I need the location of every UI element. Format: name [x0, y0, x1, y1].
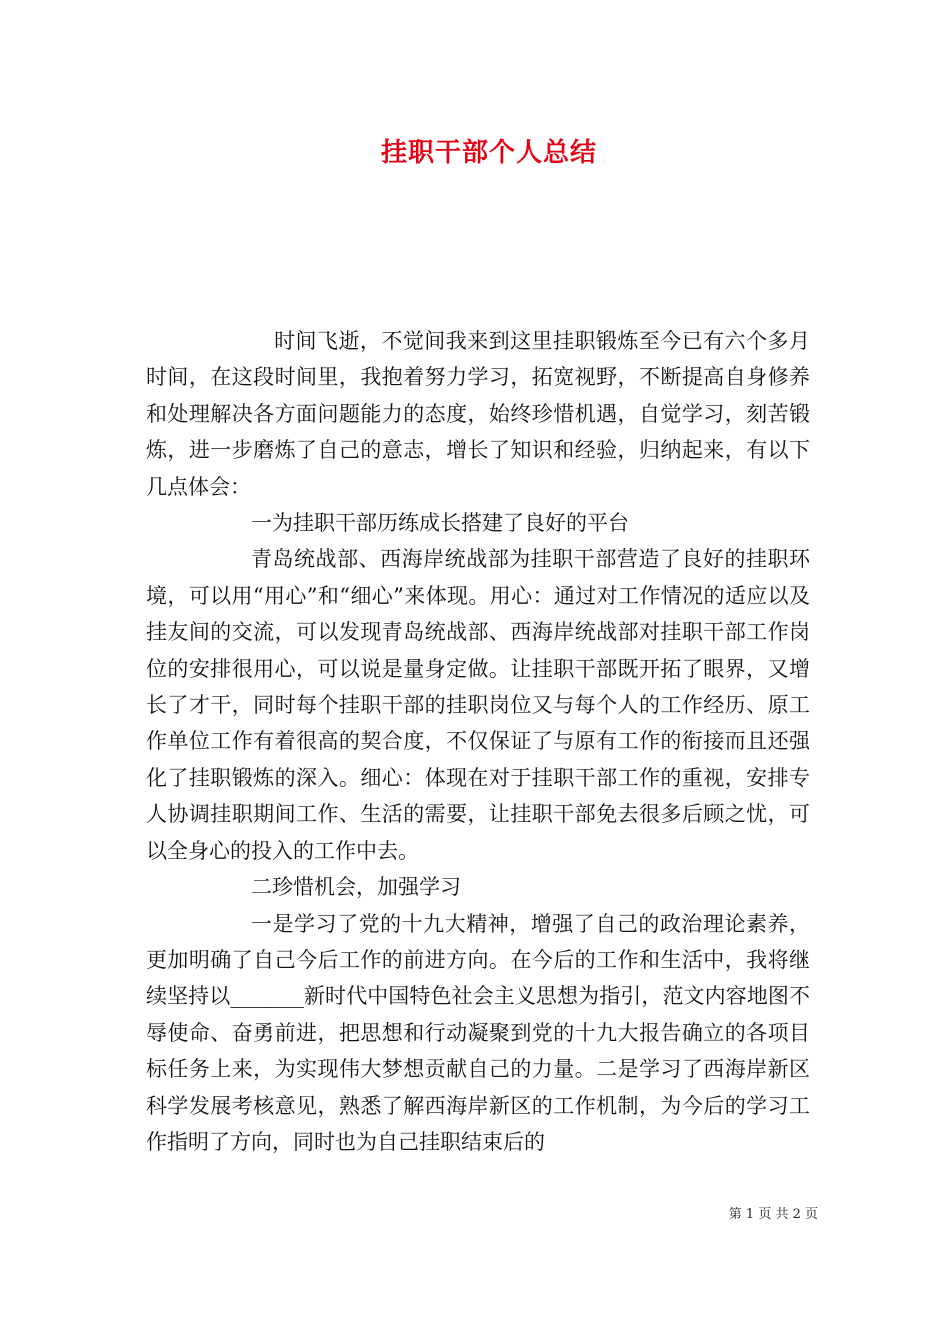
document-body	[146, 323, 810, 1160]
page-number-footer: 第 1 页 共 2 页	[728, 1207, 818, 1222]
section-heading-2: 二珍惜机会，加强学习	[251, 875, 461, 900]
document-title: 挂职干部个人总结	[380, 138, 597, 168]
paragraph-intro: 时间飞逝，不觉间我来到这里挂职锻炼至今已有六个多月时间，在这段时间里，我抱着努力学习，拓宽视野，不断提高自身修养和处理解决各方面问题能力的态度，始终珍惜机遇，自觉学习，刻苦锻炼，进一步磨炼了自己的意志，增长了知识和经验，归纳起来，有以下几点体会：	[146, 329, 810, 499]
section-heading-1: 一为挂职干部历练成长搭建了良好的平台	[251, 511, 629, 536]
paragraph-section-2: 一是学习了党的十九大精神，增强了自己的政治理论素养，更加明确了自己今后工作的前进方向。在今后的工作和生活中，我将继续坚持以_______新时代中国特色社会主义思想为指引，范文内容地图不辱使命、奋勇前进，把思想和行动凝聚到党的十九大报告确立的各项目标任务上来，为实现伟大梦想贡献自己的力量。二是学习了西海岸新区科学发展考核意见，熟悉了解西海岸新区的工作机制，为今后的学习工作指明了方向，同时也为自己挂职结束后的	[146, 911, 810, 1154]
paragraph-section-1: 青岛统战部、西海岸统战部为挂职干部营造了良好的挂职环境，可以用“用心”和“细心”来体现。用心：通过对工作情况的适应以及挂友间的交流，可以发现青岛统战部、西海岸统战部对挂职干部工作岗位的安排很用心，可以说是量身定做。让挂职干部既开拓了眼界，又增长了才干，同时每个挂职干部的挂职岗位又与每个人的工作经历、原工作单位工作有着很高的契合度，不仅保证了与原有工作的衔接而且还强化了挂职锻炼的深入。细心：体现在对于挂职干部工作的重视，安排专人协调挂职期间工作、生活的需要，让挂职干部免去很多后顾之忧，可以全身心的投入的工作中去。	[146, 547, 810, 863]
